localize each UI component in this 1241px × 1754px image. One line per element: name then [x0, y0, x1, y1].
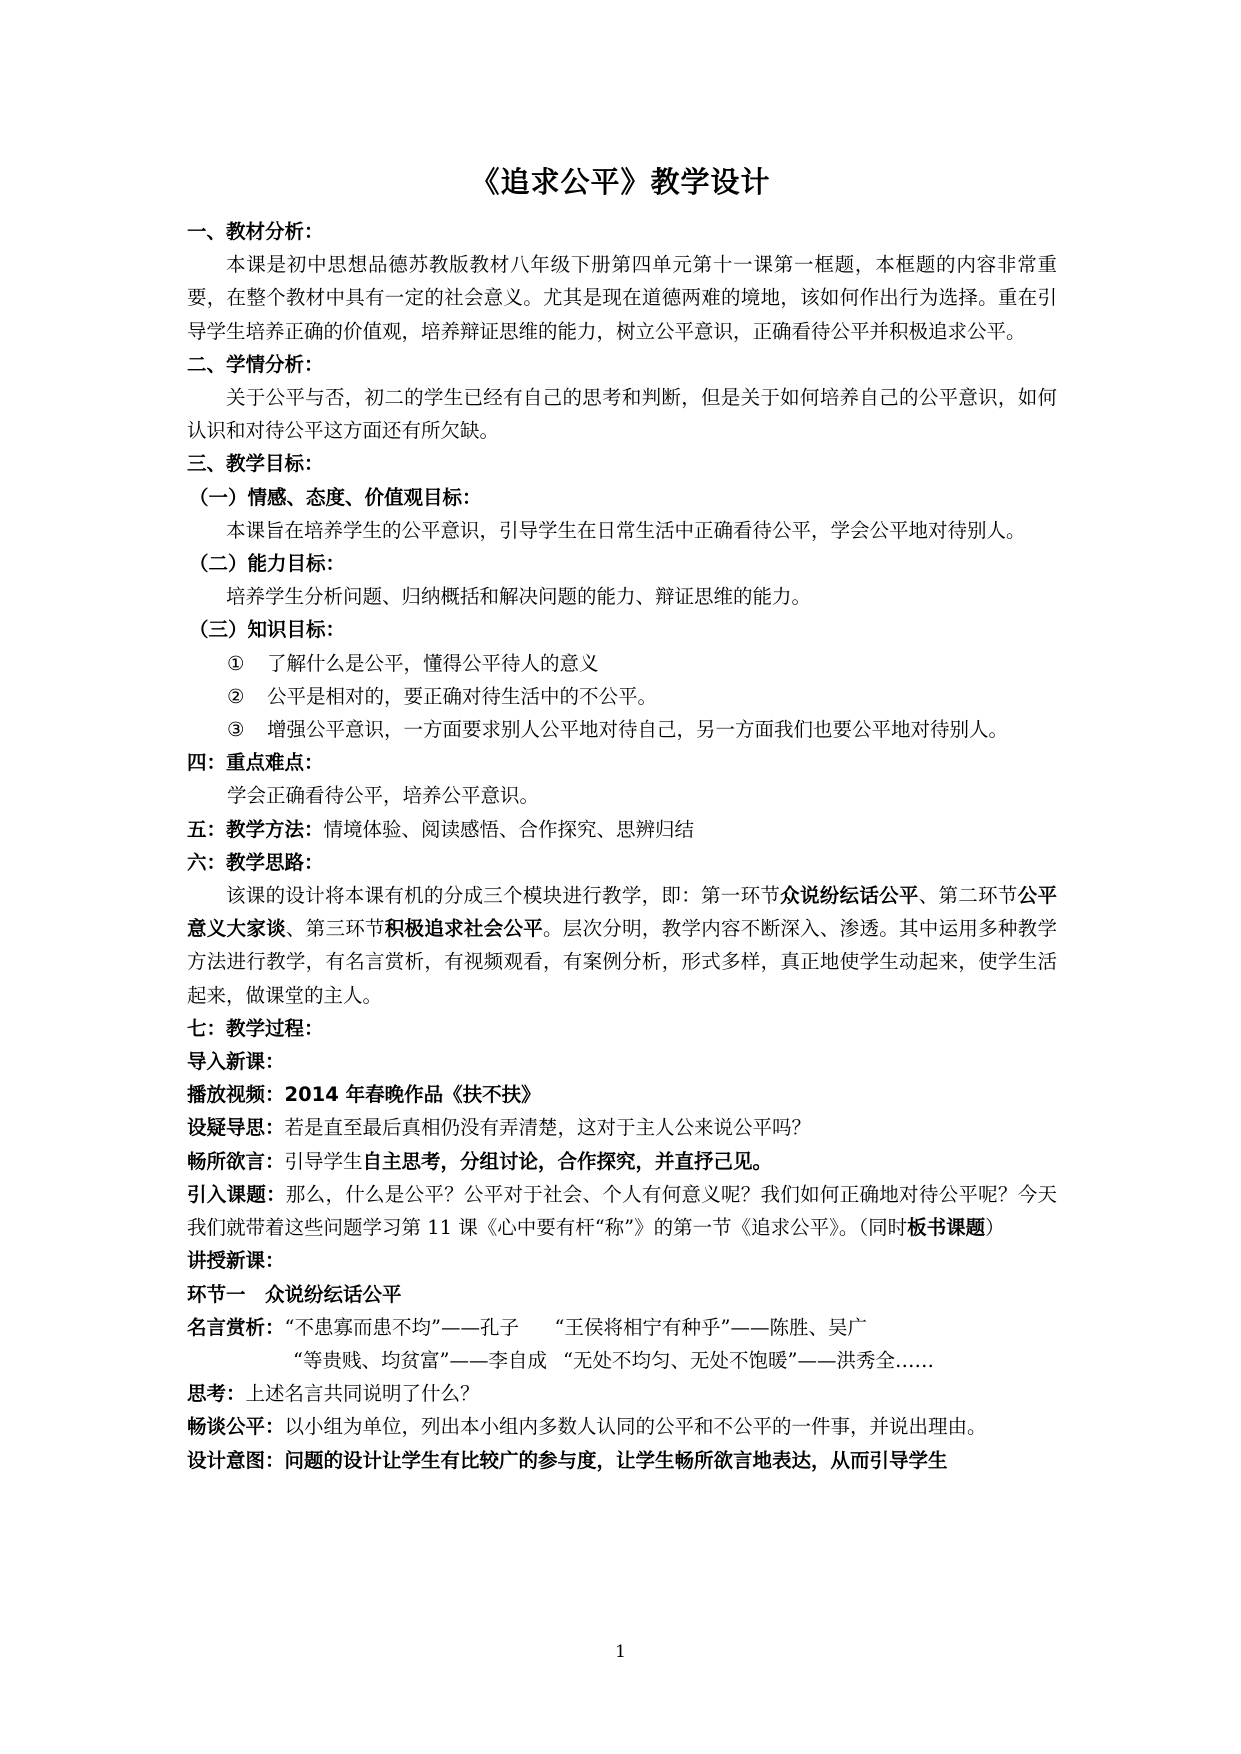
- list-item-text: 了解什么是公平，懂得公平待人的意义: [267, 651, 599, 675]
- list-number: ③: [227, 718, 245, 742]
- section-heading-teaching-process: 七：教学过程：: [187, 1016, 324, 1040]
- ideas-text-1: 该课的设计将本课有机的分成三个模块进行教学，即：第一环节: [226, 884, 781, 908]
- discussion-line: [187, 1145, 1057, 1178]
- ideas-module-2: 公平意义大家谈: [187, 884, 1057, 941]
- material-analysis-paragraph: 本课是初中思想品德苏教版教材八年级下册第四单元第十一课第一框题，本框题的内容非常重要，在整个教材中具有一定的社会意义。尤其是现在道德两难的境地，该如何作出行为选择。重在引导学生培养正确的价值观，培养辩证思维的能力，树立公平意识，正确看待公平并积极追求公平。: [187, 253, 1057, 343]
- teaching-ideas-paragraph: [187, 879, 1057, 1012]
- list-number: ①: [227, 651, 245, 675]
- page-number: 1: [615, 1642, 626, 1662]
- intro-heading: 导入新课：: [187, 1050, 285, 1074]
- think-line: [187, 1377, 1057, 1410]
- lead-in-paragraph: [187, 1178, 1057, 1244]
- section-heading-teaching-methods: 五：教学方法：: [187, 817, 324, 841]
- goal-ability-paragraph: 培养学生分析问题、归纳概括和解决问题的能力、辩证思维的能力。: [226, 585, 812, 609]
- ideas-module-3: 积极追求社会公平: [384, 917, 544, 941]
- ideas-text-2: 、第二环节: [918, 884, 1018, 908]
- section-heading-key-points: 四：重点难点：: [187, 751, 324, 775]
- video-line: [187, 1078, 1057, 1111]
- goal-emotion-paragraph: 本课旨在培养学生的公平意识，引导学生在日常生活中正确看待公平，学会公平地对待别人。: [226, 518, 1026, 542]
- quote-item: “不患寡而患不均”——孔子: [284, 1315, 519, 1339]
- lead-in-bold: 板书课题: [907, 1216, 986, 1240]
- knowledge-goal-item: [187, 713, 1057, 746]
- teaching-methods-text: 情境体验、阅读感悟、合作探究、思辨归结: [323, 817, 695, 841]
- section-heading-learner-analysis: 二、学情分析：: [187, 352, 324, 376]
- quotes-label: 名言赏析：: [187, 1315, 285, 1339]
- discussion-label: 畅所欲言：: [187, 1149, 285, 1173]
- document-title: 《追求公平》教学设计: [470, 165, 771, 199]
- list-number: ②: [227, 684, 245, 708]
- goal-heading-emotion: （一）情感、态度、价值观目标：: [189, 485, 482, 509]
- quote-item: “等贵贱、均贫富”——李自成: [293, 1348, 547, 1372]
- think-text: 上述名言共同说明了什么？: [245, 1382, 480, 1406]
- section-heading-teaching-ideas: 六：教学思路：: [187, 850, 324, 874]
- video-text: 2014 年春晚作品《扶不扶》: [284, 1083, 541, 1107]
- section-heading-material-analysis: 一、教材分析：: [187, 220, 324, 243]
- teaching-methods-line: [187, 813, 1057, 846]
- key-points-text: 学会正确看待公平，培养公平意识。: [227, 784, 540, 808]
- question-text: 若是直至最后真相仍没有弄清楚，这对于主人公来说公平吗？: [284, 1116, 812, 1140]
- quote-item: “王侯将相宁有种乎”——陈胜、吴广: [554, 1315, 867, 1339]
- ideas-text-4: 。层次分明，教学内容不断深入、渗透。其中运用多种教学方法进行教学，有名言赏析，有视频观看，有案例分析，形式多样，真正地使学生动起来，使学生活起来，做课堂的主人。: [187, 917, 1057, 1007]
- discussion-text: 引导学生: [284, 1149, 363, 1173]
- list-item-text: 公平是相对的，要正确对待生活中的不公平。: [267, 684, 658, 708]
- think-label: 思考：: [187, 1382, 246, 1406]
- lead-in-end: ）: [985, 1216, 1005, 1240]
- quote-item: “无处不均匀、无处不饱暖”——洪秀全……: [563, 1348, 934, 1372]
- intent-label: 设计意图：: [187, 1448, 285, 1472]
- chat-label: 畅谈公平：: [187, 1415, 285, 1439]
- intent-line: [187, 1444, 1057, 1477]
- new-lesson-heading: 讲授新课：: [187, 1249, 285, 1273]
- learner-analysis-paragraph: 关于公平与否，初二的学生已经有自己的思考和判断，但是关于如何培养自己的公平意识，如何认识和对待公平这方面还有所欠缺。: [187, 386, 1057, 443]
- discussion-bold-text: 自主思考，分组讨论，合作探究，并直抒己见。: [362, 1149, 773, 1173]
- quotes-line-1: [187, 1311, 1057, 1344]
- question-line: [187, 1111, 1057, 1144]
- knowledge-goal-item: [187, 680, 1057, 713]
- chat-line: [187, 1410, 1057, 1443]
- lead-in-label: 引入课题：: [187, 1182, 286, 1206]
- list-item-text: 增强公平意识，一方面要求别人公平地对待自己，另一方面我们也要公平地对待别人。: [267, 718, 1009, 742]
- section-heading-teaching-goals: 三、教学目标：: [187, 452, 324, 476]
- goal-heading-knowledge: （三）知识目标：: [189, 618, 346, 642]
- quotes-line-2: [187, 1344, 1057, 1377]
- lead-in-text: 那么，什么是公平？公平对于社会、个人有何意义呢？我们如何正确地对待公平呢？今天我们就带着这些问题学习第 11 课《心中要有杆“称”》的第一节《追求公平》。（同时: [187, 1182, 1057, 1240]
- link-one-heading: 环节一 众说纷纭话公平: [187, 1282, 402, 1306]
- chat-text: 以小组为单位，列出本小组内多数人认同的公平和不公平的一件事，并说出理由。: [284, 1415, 987, 1439]
- ideas-text-3: 、第三环节: [285, 917, 385, 941]
- ideas-module-1: 众说纷纭话公平: [780, 884, 919, 908]
- intent-text: 问题的设计让学生有比较广的参与度，让学生畅所欲言地表达，从而引导学生: [284, 1448, 948, 1472]
- document-body: [187, 215, 1057, 1477]
- question-label: 设疑导思：: [187, 1116, 285, 1140]
- video-label: 播放视频：: [187, 1083, 285, 1107]
- goal-heading-ability: （二）能力目标：: [189, 552, 346, 576]
- knowledge-goal-item: [187, 647, 1057, 680]
